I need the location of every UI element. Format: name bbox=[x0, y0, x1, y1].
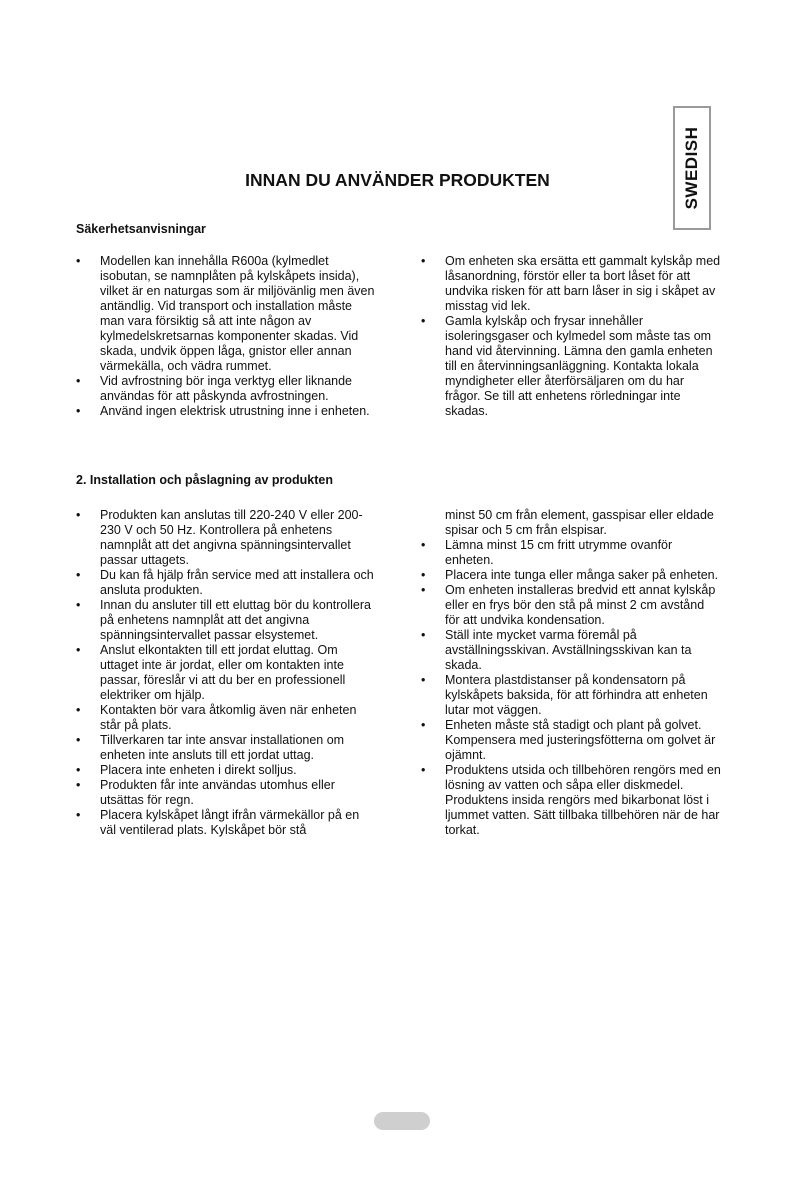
list-item: • Tillverkaren tar inte ansvar installationen om enheten inte ansluts till ett jordat uttag. bbox=[76, 733, 376, 763]
list-item: • Montera plastdistanser på kondensatorn på kylskåpets baksida, för att förhindra att enheten lutar mot väggen. bbox=[421, 673, 721, 718]
installation-list-right bbox=[421, 508, 721, 838]
page-number-pill bbox=[374, 1112, 430, 1130]
language-tab bbox=[673, 106, 711, 230]
section-heading-installation: 2. Installation och påslagning av produkten bbox=[76, 473, 333, 487]
list-item: • Kontakten bör vara åtkomlig även när enheten står på plats. bbox=[76, 703, 376, 733]
list-item: • Ställ inte mycket varma föremål på avställningsskivan. Avställningsskivan kan ta skada. bbox=[421, 628, 721, 673]
section-heading-safety: Säkerhetsanvisningar bbox=[76, 222, 206, 236]
list-item: • Produktens utsida och tillbehören rengörs med en lösning av vatten och såpa eller diskmedel. Produktens insida rengörs med bikarbonat löst i ljummet vatten. Sätt tillbaka tillbehören när de har torkat. bbox=[421, 763, 721, 838]
list-item: • Använd ingen elektrisk utrustning inne i enheten. bbox=[76, 404, 376, 419]
safety-list-left bbox=[76, 254, 376, 419]
list-item: • Du kan få hjälp från service med att installera och ansluta produkten. bbox=[76, 568, 376, 598]
list-item: • Innan du ansluter till ett eluttag bör du kontrollera på enhetens namnplåt att det angivna spänningsintervallet passar elsystemet. bbox=[76, 598, 376, 643]
list-item: • Placera kylskåpet långt ifrån värmekällor på en väl ventilerad plats. Kylskåpet bör stå bbox=[76, 808, 376, 838]
list-item: • Placera inte tunga eller många saker på enheten. bbox=[421, 568, 721, 583]
list-item: • Gamla kylskåp och frysar innehåller isoleringsgaser och kylmedel som måste tas om hand vid återvinning. Lämna den gamla enheten till en återvinningsanläggning. Kontakta lokala myndigheter eller återförsäljaren om du har frågor. Se till att enhetens rörledningar inte skadas. bbox=[421, 314, 721, 419]
list-item: • Vid avfrostning bör inga verktyg eller liknande användas för att påskynda avfrostningen. bbox=[76, 374, 376, 404]
language-tab-label: SWEDISH bbox=[682, 126, 701, 210]
list-item: • Produkten får inte användas utomhus eller utsättas för regn. bbox=[76, 778, 376, 808]
list-item-continuation: minst 50 cm från element, gasspisar eller eldade spisar och 5 cm från elspisar. bbox=[445, 508, 714, 537]
page-title: INNAN DU ANVÄNDER PRODUKTEN bbox=[245, 170, 550, 190]
list-item: • Anslut elkontakten till ett jordat eluttag. Om uttaget inte är jordat, eller om kontakten inte passar, föreslår vi att du ber en professionell elektriker om hjälp. bbox=[76, 643, 376, 703]
list-item: • Om enheten ska ersätta ett gammalt kylskåp med låsanordning, förstör eller ta bort låset för att undvika risken för att barn låser in sig i skåpet av misstag vid lek. bbox=[421, 254, 721, 314]
list-item: • Om enheten installeras bredvid ett annat kylskåp eller en frys bör den stå på minst 2 cm avstånd för att undvika kondensation. bbox=[421, 583, 721, 628]
list-item: • Enheten måste stå stadigt och plant på golvet. Kompensera med justeringsfötterna om golvet är ojämnt. bbox=[421, 718, 721, 763]
installation-list-left bbox=[76, 508, 376, 838]
list-item: • Produkten kan anslutas till 220-240 V eller 200-230 V och 50 Hz. Kontrollera på enhetens namnplåt att det angivna spänningsintervallet passar uttagets. bbox=[76, 508, 376, 568]
list-item: • Lämna minst 15 cm fritt utrymme ovanför enheten. bbox=[421, 538, 721, 568]
list-item: • Placera inte enheten i direkt solljus. bbox=[76, 763, 376, 778]
safety-list-right bbox=[421, 254, 721, 419]
list-item: • Modellen kan innehålla R600a (kylmedlet isobutan, se namnplåten på kylskåpets insida), vilket är en naturgas som är miljövänlig men även antändlig. Vid transport och installation måste man vara försiktig så att inte någon av kylmedelskretsarnas komponenter skadas. Vid skada, undvik öppen låga, gnistor eller annan värmekälla, och vädra rummet. bbox=[76, 254, 376, 374]
